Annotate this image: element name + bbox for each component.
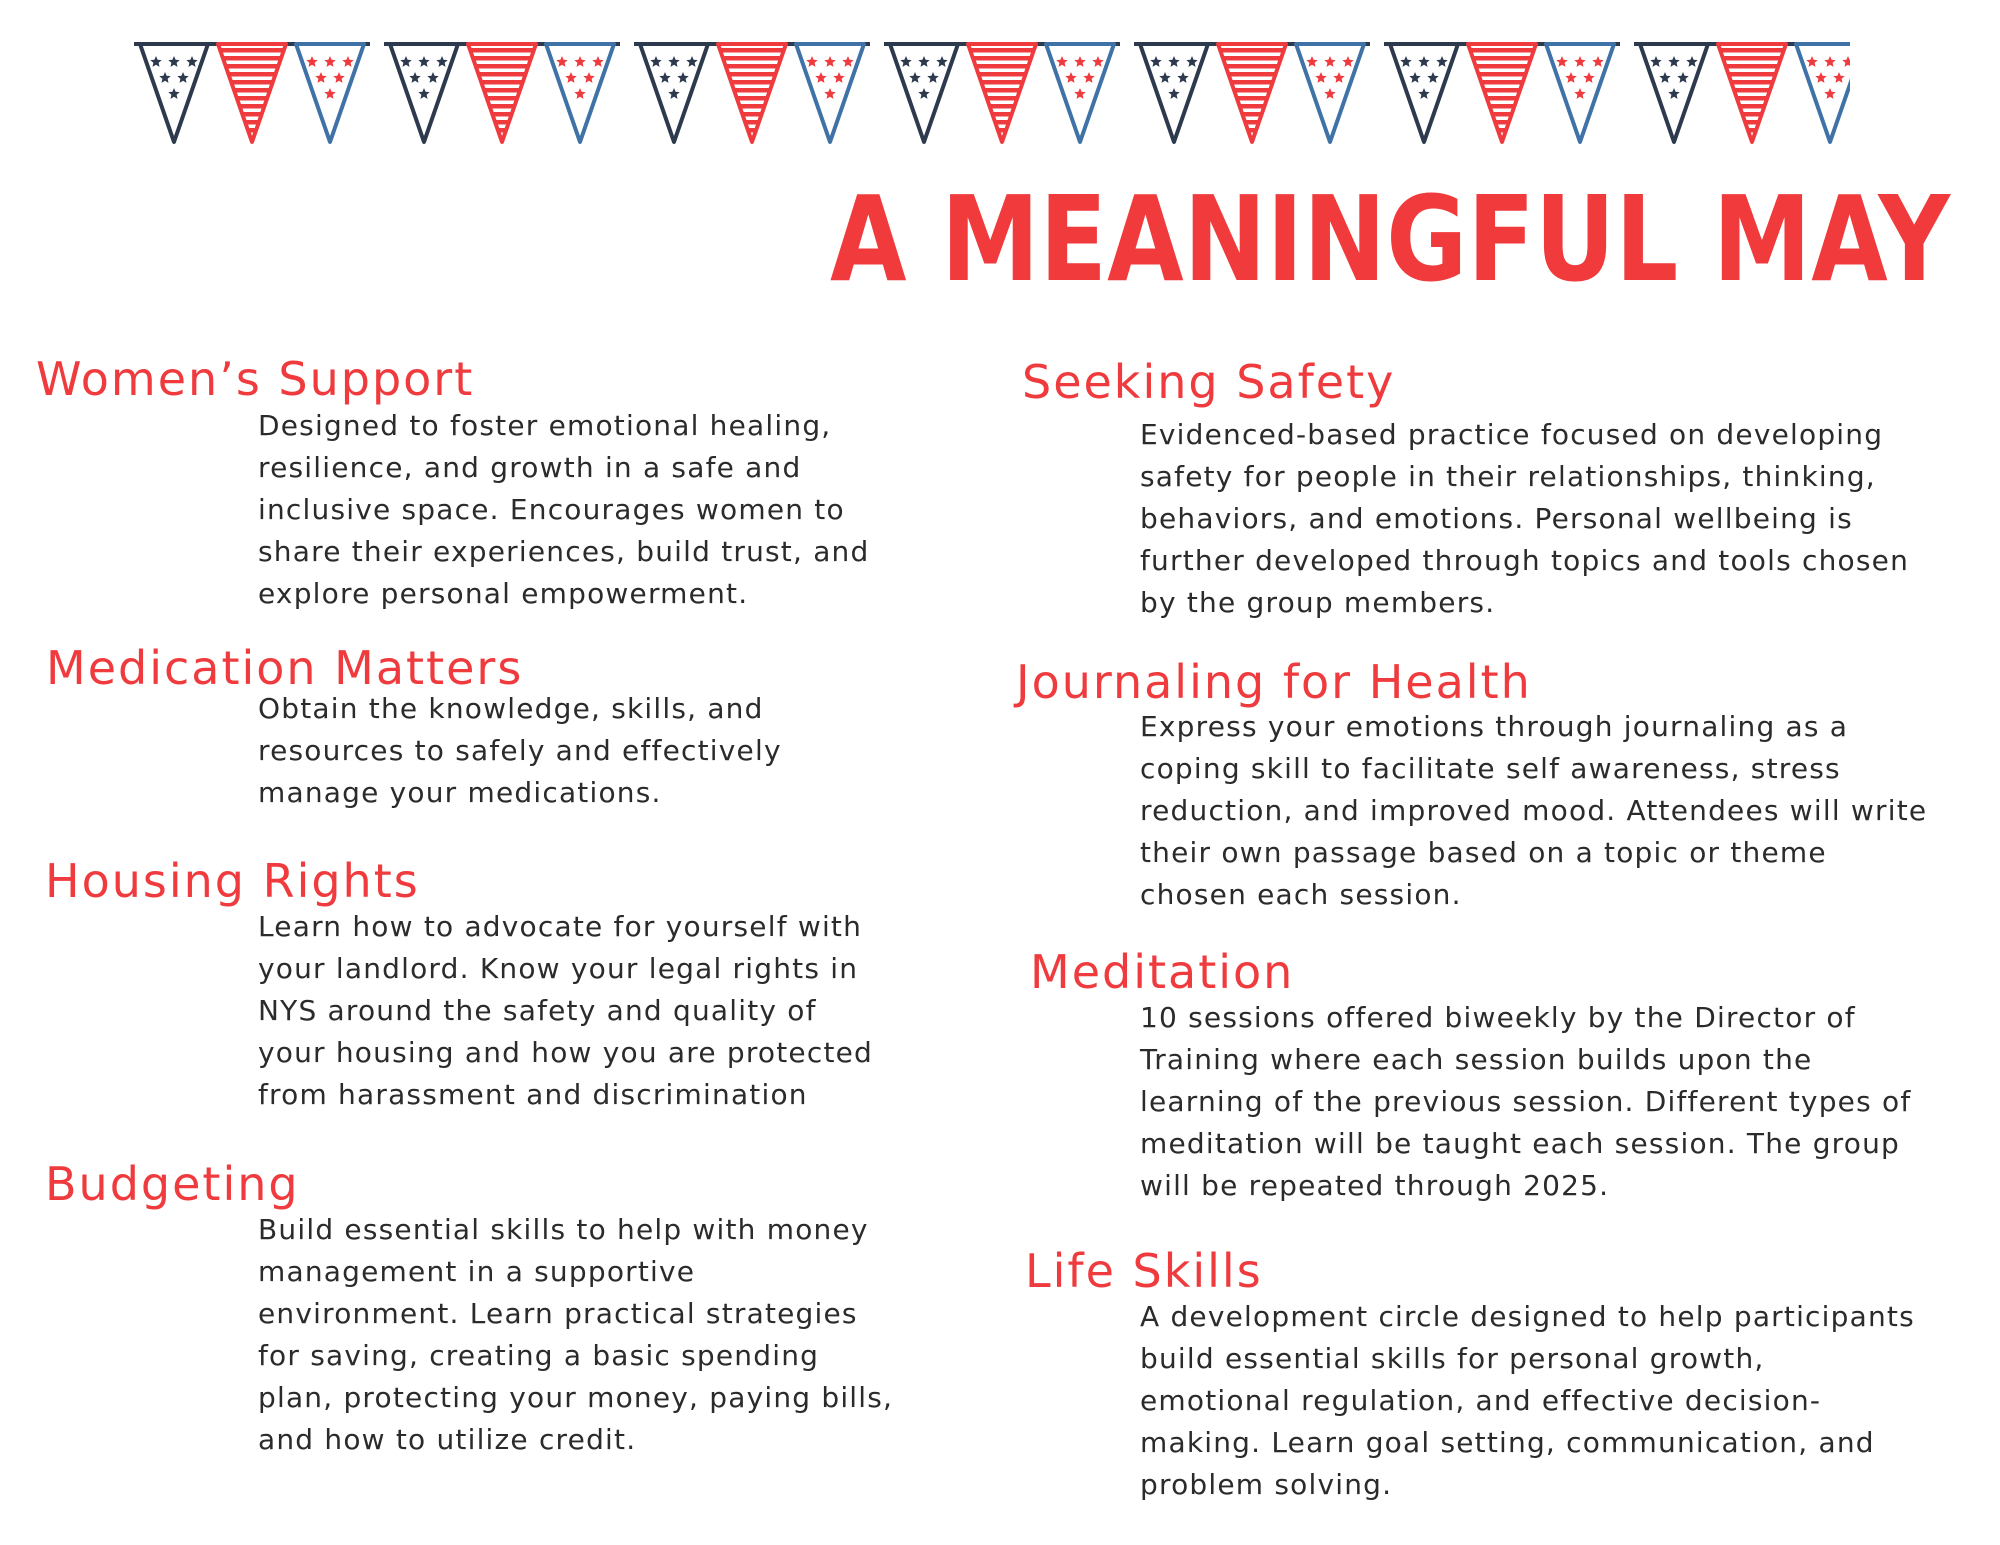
section-body-budgeting: Build essential skills to help with money management in a supportive environment. Learn practical strategies for saving, creating a basic spending plan, protecting your money, paying bills, and how to utilize credit.	[258, 1213, 894, 1456]
section-body-life-skills: A development circle designed to help participants build essential skills for personal growth, emotional regulation, and effective decision- making. Learn goal setting, communication, and problem solving.	[1140, 1300, 1915, 1501]
section-body-seeking-safety: Evidenced-based practice focused on developing safety for people in their relationships, thinking, behaviors, and emotions. Personal wellbeing is further developed through topics and tools chosen by the group members.	[1140, 418, 1910, 619]
section-title-seeking-safety: Seeking Safety	[1022, 355, 1396, 409]
section-title-budgeting: Budgeting	[45, 1157, 300, 1211]
section-title-life-skills: Life Skills	[1025, 1244, 1263, 1298]
section-title-journaling-for-health: Journaling for Health	[1016, 655, 1532, 709]
section-body-medication-matters: Obtain the knowledge, skills, and resources to safely and effectively manage your medications.	[258, 692, 782, 809]
page-title	[760, 150, 1960, 320]
section-title-housing-rights: Housing Rights	[45, 854, 420, 908]
page-title-text: A MEANINGFUL MAY	[830, 170, 1952, 308]
section-title-medication-matters: Medication Matters	[46, 641, 524, 695]
section-body-womens-support: Designed to foster emotional healing, resilience, and growth in a safe and inclusive space. Encourages women to share their experiences, build trust, and explore personal empowerment.	[258, 409, 870, 610]
section-title-meditation: Meditation	[1030, 945, 1295, 999]
section-body-housing-rights: Learn how to advocate for yourself with your landlord. Know your legal rights in NYS around the safety and quality of your housing and how you are protected from harassment and discrimination	[258, 910, 874, 1111]
section-title-womens-support: Women’s Support	[36, 352, 475, 406]
section-body-journaling-for-health: Express your emotions through journaling as a coping skill to facilitate self awareness, stress reduction, and improved mood. Attendees will write their own passage based on a topic or theme chosen each session.	[1140, 710, 1928, 911]
section-body-meditation: 10 sessions offered biweekly by the Director of Training where each session builds upon the learning of the previous session. Different types of meditation will be taught each session. The group will be repeated through 2025.	[1140, 1001, 1912, 1202]
flag-bunting-icon	[130, 28, 1850, 158]
